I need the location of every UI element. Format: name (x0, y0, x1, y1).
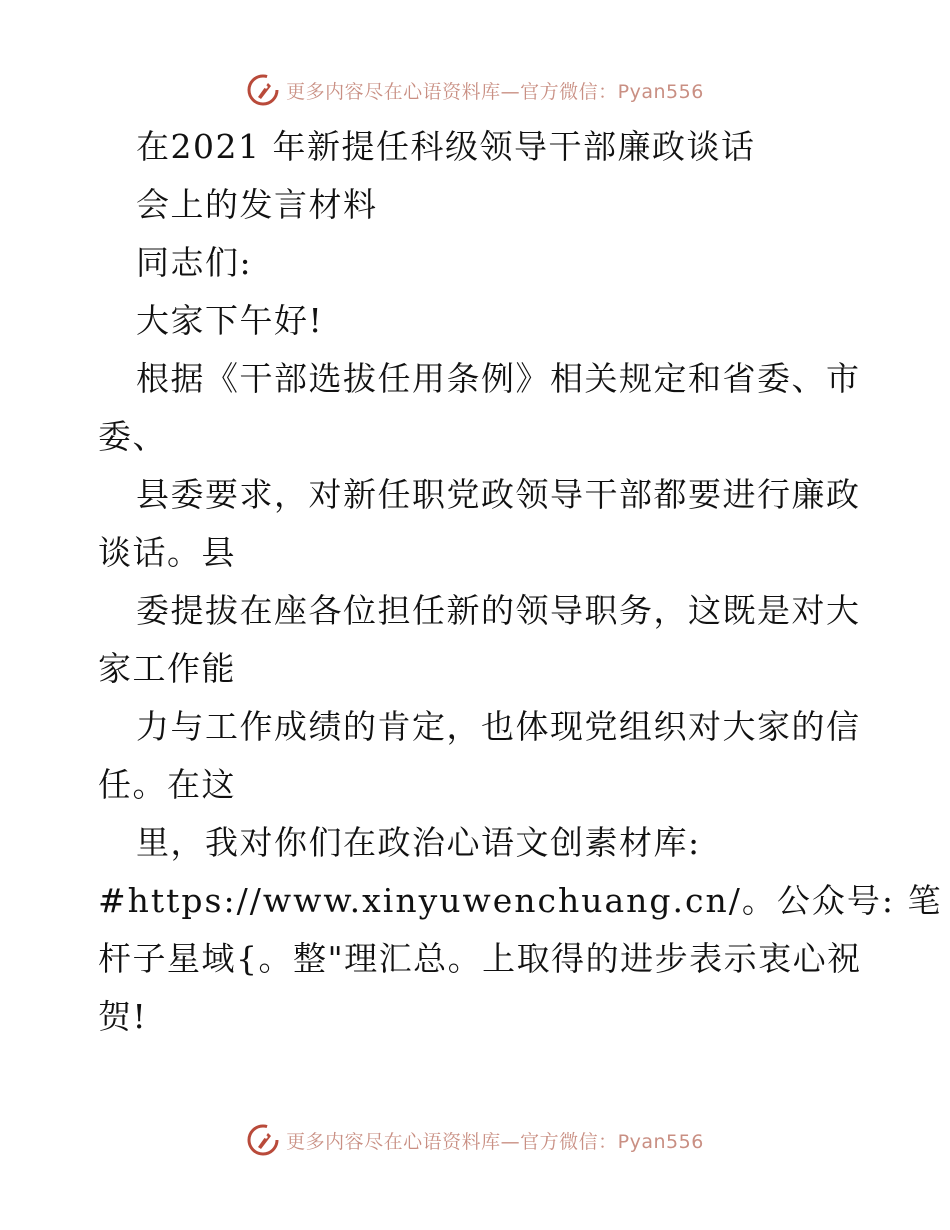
watermark-text: 更多内容尽在心语资料库—官方微信：Pyan556 (286, 1130, 704, 1153)
text-line: #https://www.xinyuwenchuang.cn/。公众号: 笔 (98, 881, 943, 920)
text-line: 谈话。县 (98, 533, 236, 572)
text-line: 会上的发言材料 (136, 185, 378, 224)
pen-nib-circle-icon (246, 73, 280, 107)
text-line: 家工作能 (98, 649, 236, 688)
footer-watermark (0, 1120, 950, 1160)
watermark-text: 更多内容尽在心语资料库—官方微信：Pyan556 (286, 80, 704, 103)
text-line: 同志们: (136, 243, 253, 282)
text-line: 委、 (98, 417, 167, 456)
text-line: 里，我对你们在政治心语文创素材库: (136, 823, 701, 862)
document-body (98, 118, 943, 1046)
text-line: 大家下午好! (136, 301, 324, 340)
pen-nib-circle-icon (246, 1123, 280, 1157)
text-line: 贺! (98, 997, 148, 1036)
header-watermark (0, 70, 950, 110)
text-line: 在2021 年新提任科级领导干部廉政谈话 (136, 127, 756, 166)
text-line: 杆子星域{。整"理汇总。上取得的进步表示衷心祝 (98, 939, 862, 978)
text-line: 根据《干部选拔任用条例》相关规定和省委、市 (136, 359, 861, 398)
text-line: 力与工作成绩的肯定，也体现党组织对大家的信 (136, 707, 861, 746)
text-line: 任。在这 (98, 765, 236, 804)
text-line: 县委要求，对新任职党政领导干部都要进行廉政 (136, 475, 861, 514)
text-line: 委提拔在座各位担任新的领导职务，这既是对大 (136, 591, 861, 630)
